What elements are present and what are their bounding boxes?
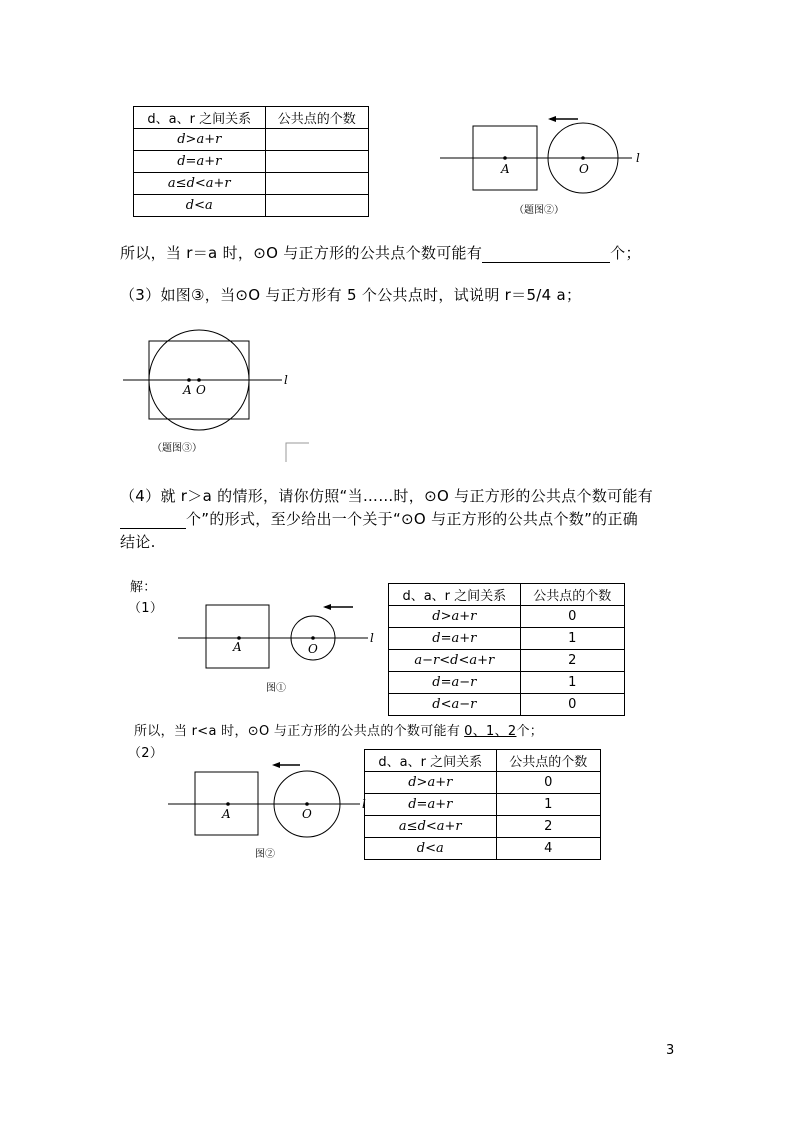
label-A: A [222,807,231,821]
relation-cell: d>a+r [134,129,266,151]
figure-3 [118,328,318,463]
conclusion-1-suffix: 个； [516,724,544,739]
relation-cell: d>a+r [365,772,497,794]
relation-cell: d<a [365,838,497,860]
count-cell: 4 [496,838,600,860]
q4-line-2 [120,508,638,529]
table-row [389,606,625,628]
relation-cell: d=a−r [389,672,521,694]
conclusion-1-prefix: 所以，当 r<a 时，⊙O 与正方形的公共点的个数可能有 [134,724,461,739]
count-cell: 0 [520,694,624,716]
label-l: l [284,373,288,387]
label-O: O [302,807,312,821]
label-O: O [308,642,318,656]
table-row [365,838,601,860]
count-cell: 0 [496,772,600,794]
solution-table-1 [388,583,625,716]
table-row [389,672,625,694]
count-cell [265,173,368,195]
label-O: O [579,162,589,176]
q3-text: （3）如图③，当⊙O 与正方形有 5 个公共点时，试说明 r＝5/4 a； [120,286,582,304]
figure-caption: 图① [266,683,286,694]
relation-cell: a−r<d<a+r [389,650,521,672]
label-l: l [362,797,366,811]
page-number: 3 [666,1043,675,1058]
count-cell [265,195,368,217]
count-cell: 2 [520,650,624,672]
count-cell [265,151,368,173]
top-relation-table [133,106,369,217]
q4-line-3: 结论. [120,533,156,551]
part1-label: （1） [128,601,164,616]
figure-caption: （题图②） [514,205,564,216]
count-cell [265,129,368,151]
table-header-count: 公共点的个数 [520,584,624,606]
table-row [389,694,625,716]
relation-cell: a≤d<a+r [365,816,497,838]
relation-cell: d<a [134,195,266,217]
q4-line-2-text: 个”的形式，至少给出一个关于“⊙O 与正方形的公共点个数”的正确 [186,510,639,528]
count-cell: 0 [520,606,624,628]
relation-cell: d=a+r [389,628,521,650]
table-row [365,794,601,816]
part2-label: （2） [128,746,164,761]
count-cell: 1 [520,628,624,650]
answer-blank [482,245,610,263]
q4-line-1: （4）就 r＞a 的情形，请你仿照“当……时，⊙O 与正方形的公共点个数可能有 [120,487,654,505]
table-row [389,650,625,672]
figure-1 [170,598,385,698]
solution-table-2 [364,749,601,860]
label-A: A [183,383,192,397]
figure-2-top [440,110,660,220]
q2-prefix: 所以，当 r＝a 时，⊙O 与正方形的公共点个数可能有 [120,244,483,262]
table-row [365,816,601,838]
table-header-count: 公共点的个数 [265,107,368,129]
relation-cell: d=a+r [134,151,266,173]
table-row [134,151,369,173]
figure-caption: （题图③） [152,443,202,454]
figure-2-solution [160,760,375,865]
table-row [134,173,369,195]
table-row [365,772,601,794]
table-header-relation: d、a、r 之间关系 [389,584,521,606]
label-A: A [233,640,242,654]
count-cell: 1 [496,794,600,816]
label-A: A [501,162,510,176]
table-row [134,195,369,217]
count-cell: 2 [496,816,600,838]
relation-cell: d=a+r [365,794,497,816]
table-row [389,628,625,650]
table-header-relation: d、a、r 之间关系 [134,107,266,129]
answer-blank [120,511,186,529]
figure-caption: 图② [255,849,275,860]
conclusion-1-answer: 0、1、2 [464,724,517,739]
table-header-relation: d、a、r 之间关系 [365,750,497,772]
q2-suffix: 个； [610,244,641,262]
relation-cell: d<a−r [389,694,521,716]
q2-conclusion [120,242,641,263]
relation-cell: a≤d<a+r [134,173,266,195]
label-l: l [370,631,374,645]
label-O: O [196,383,206,397]
table-row [134,129,369,151]
conclusion-1 [134,720,543,739]
label-l: l [636,151,640,165]
count-cell: 1 [520,672,624,694]
solution-title: 解： [130,580,157,595]
table-header-count: 公共点的个数 [496,750,600,772]
relation-cell: d>a+r [389,606,521,628]
